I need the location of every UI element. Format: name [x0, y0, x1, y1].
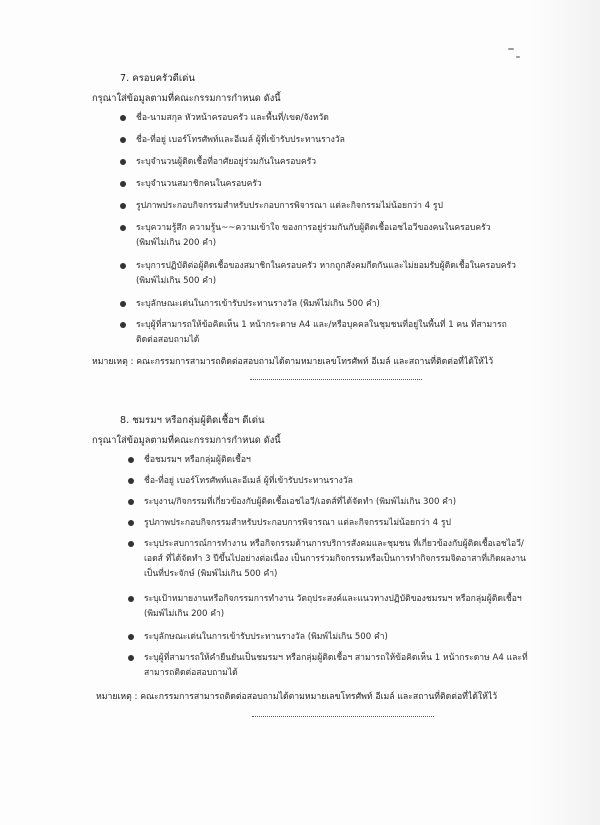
item-subtext: (พิมพ์ไม่เกิน 500 คำ): [136, 276, 217, 286]
bullet-icon: [128, 499, 134, 505]
item-subtext: (พิมพ์ไม่เกิน 200 คำ): [136, 238, 217, 248]
section-7-item-6: [136, 221, 491, 251]
item-subtext: เป็นที่ประจักษ์ (พิมพ์ไม่เกิน 500 คำ): [144, 569, 278, 579]
section-7-item-4: [136, 177, 262, 192]
item-text: ระบุจำนวนสมาชิกคนในครอบครัว: [136, 179, 262, 189]
bullet-icon: [120, 225, 126, 231]
section-7-item-7: [136, 259, 516, 289]
scan-shadow: [530, 0, 600, 825]
item-text: ระบุประสบการณ์การทำงาน หรือกิจกรรมด้านการบริการสังคมและชุมชน ที่เกี่ยวข้องกับผู้ติดเชื้อเอชไอวี/: [144, 539, 524, 549]
item-text: ชื่อ-ที่อยู่ เบอร์โทรศัพท์และอีเมล์ ผู้ที่เข้ารับประทานรางวัล: [144, 476, 353, 486]
section-7-divider: [250, 379, 422, 380]
item-subtext: สามารถติดต่อสอบถามได้: [144, 668, 238, 678]
section-8-item-7: [144, 630, 388, 645]
bullet-icon: [120, 137, 126, 143]
scan-speck: [508, 48, 514, 50]
item-text: ระบุความรู้สึก ความรู้น~~ความเข้าใจ ของการอยู่ร่วมกันกับผู้ติดเชื้อเอชไอวีของคนในครอบครัว: [136, 223, 491, 233]
bullet-icon: [128, 655, 134, 661]
bullet-icon: [120, 263, 126, 269]
bullet-icon: [120, 159, 126, 165]
section-8-remark: หมายเหตุ : คณะกรรมการสามารถติดต่อสอบถามได้ตามหมายเลขโทรศัพท์ อีเมล์ และสถานที่ติดต่อที่ได้ให้ไว้: [96, 692, 498, 702]
item-text: ระบุลักษณะเด่นในการเข้ารับประทานรางวัล (พิมพ์ไม่เกิน 500 คำ): [144, 632, 388, 642]
section-7-item-2: [136, 133, 345, 148]
bullet-icon: [120, 115, 126, 121]
item-subtext: ติดต่อสอบถามได้: [136, 335, 200, 345]
section-7-remark: หมายเหตุ : คณะกรรมการสามารถติดต่อสอบถามได้ตามหมายเลขโทรศัพท์ อีเมล์ และสถานที่ติดต่อที่ได้ให้ไว้: [92, 357, 494, 367]
item-subtext: เอดส์ ที่ได้จัดทำ 3 ปีขึ้นไปอย่างต่อเนื่อง เป็นการร่วมกิจกรรมหรือเป็นการทำกิจกรรมจิตอาสาที่เกิดผลงาน: [144, 554, 526, 564]
section-7-item-8: [136, 297, 380, 312]
bullet-icon: [128, 520, 134, 526]
item-text: ระบุผู้ที่สามารถให้ข้อคิดเห็น 1 หน้ากระดาษ A4 และ/หรือบุคคลในชุมชนที่อยู่ในพื้นที่ 1 คน ที่สามารถ: [136, 320, 507, 330]
item-text: ระบุลักษณะเด่นในการเข้ารับประทานรางวัล (พิมพ์ไม่เกิน 500 คำ): [136, 299, 380, 309]
section-7-heading: 7. ครอบครัวดีเด่น: [120, 73, 195, 84]
section-7-item-9: [136, 318, 507, 348]
section-8-item-1: [144, 453, 251, 468]
item-text: ชื่อ-ที่อยู่ เบอร์โทรศัพท์และอีเมล์ ผู้ที่เข้ารับประทานรางวัล: [136, 135, 345, 145]
section-8-intro: กรุณาใส่ข้อมูลตามที่คณะกรรมการกำหนด ดังนี้: [92, 435, 281, 446]
item-text: ระบุงาน/กิจกรรมที่เกี่ยวข้องกับผู้ติดเชื้อเอชไอวี/เอดส์ที่ได้จัดทำ (พิมพ์ไม่เกิน 300 คำ): [144, 497, 457, 507]
section-8-heading: 8. ชมรมฯ หรือกลุ่มผู้ติดเชื้อฯ ดีเด่น: [120, 415, 265, 426]
scan-speck: [516, 56, 520, 58]
section-7-item-3: [136, 155, 316, 170]
bullet-icon: [120, 301, 126, 307]
section-7-item-1: [136, 111, 329, 126]
section-8-item-4: [144, 516, 451, 531]
bullet-icon: [128, 634, 134, 640]
section-7-intro: กรุณาใส่ข้อมูลตามที่คณะกรรมการกำหนด ดังนี้: [92, 93, 281, 104]
bullet-icon: [120, 322, 126, 328]
item-text: ระบุการปฏิบัติต่อผู้ติดเชื้อของสมาชิกในครอบครัว หากถูกสังคมกีดกันและไม่ยอมรับผู้ติดเชื้อในครอบครัว: [136, 261, 516, 271]
item-text: ระบุจำนวนผู้ติดเชื้อที่อาศัยอยู่ร่วมกันในครอบครัว: [136, 157, 317, 167]
section-8-item-8: [144, 651, 528, 681]
item-subtext: (พิมพ์ไม่เกิน 200 คำ): [144, 609, 225, 619]
bullet-icon: [128, 457, 134, 463]
section-7-item-5: [136, 199, 443, 214]
bullet-icon: [128, 478, 134, 484]
bullet-icon: [128, 596, 134, 602]
section-8-item-3: [144, 495, 456, 510]
item-text: รูปภาพประกอบกิจกรรมสำหรับประกอบการพิจารณา แต่ละกิจกรรมไม่น้อยกว่า 4 รูป: [144, 518, 451, 528]
section-8-item-6: [144, 592, 522, 622]
bullet-icon: [128, 541, 134, 547]
item-text: ชื่อชมรมฯ หรือกลุ่มผู้ติดเชื้อฯ: [144, 455, 251, 465]
item-text: ระบุผู้ที่สามารถให้คำยืนยันเป็นชมรมฯ หรือกลุ่มผู้ติดเชื้อฯ สามารถให้ข้อคิดเห็น 1 หน้ากระดาษ A4 และที่: [144, 653, 528, 663]
bullet-icon: [120, 181, 126, 187]
item-text: ระบุเป้าหมายงานหรือกิจกรรมการทำงาน วัตถุประสงค์และแนวทางปฏิบัติของชมรมฯ หรือกลุ่มผู้ติดเชื้อฯ: [144, 594, 522, 604]
item-text: รูปภาพประกอบกิจกรรมสำหรับประกอบการพิจารณา แต่ละกิจกรรมไม่น้อยกว่า 4 รูป: [136, 201, 443, 211]
section-8-item-5: [144, 537, 526, 582]
section-8-divider: [252, 716, 434, 717]
section-8-item-2: [144, 474, 353, 489]
item-text: ชื่อ-นามสกุล หัวหน้าครอบครัว และพื้นที่/เขต/จังหวัด: [136, 113, 329, 123]
bullet-icon: [120, 203, 126, 209]
